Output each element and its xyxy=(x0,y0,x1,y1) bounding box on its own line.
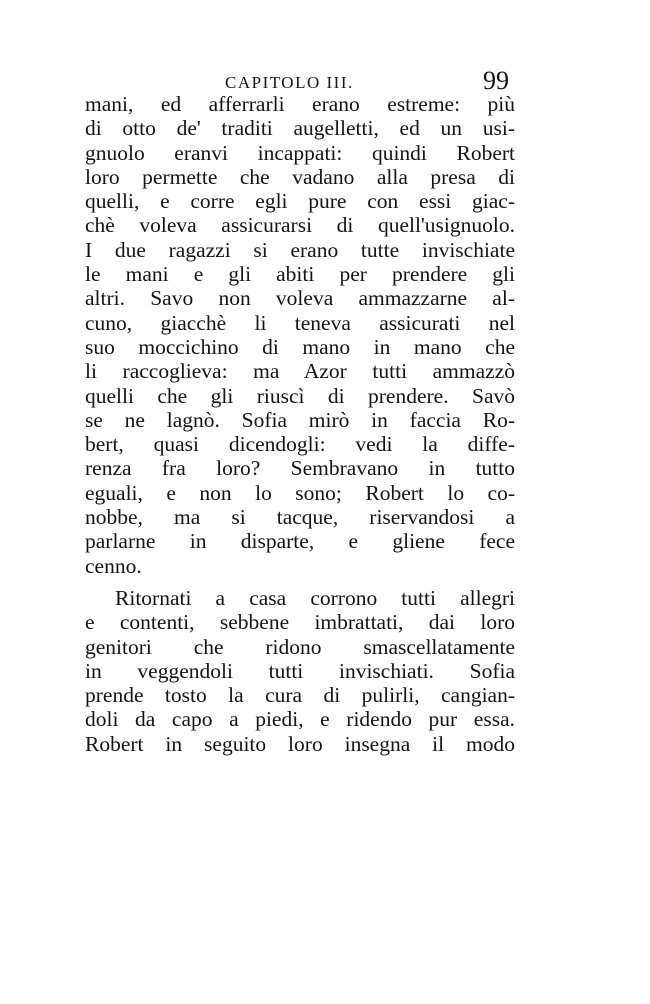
paragraph-gap xyxy=(85,578,515,586)
paragraph-1 xyxy=(85,92,515,578)
text-line: eguali, e non lo sono; Robert lo co- xyxy=(85,480,515,505)
text-line: cenno. xyxy=(85,553,142,578)
text-line: Robert in seguito loro insegna il modo xyxy=(85,731,515,756)
text-line: quelli, e corre egli pure con essi giac- xyxy=(85,189,515,214)
text-line: le mani e gli abiti per prendere gli xyxy=(85,262,515,287)
running-head: CAPITOLO III. xyxy=(225,73,354,92)
text-line: I due ragazzi si erano tutte invischiate xyxy=(85,237,515,262)
text-line: e contenti, sebbene imbrattati, dai loro xyxy=(85,610,515,635)
text-line: di otto de' traditi augelletti, ed un usi- xyxy=(85,116,515,141)
text-line: quelli che gli riuscì di prendere. Savò xyxy=(85,383,515,408)
text-line: se ne lagnò. Sofia mirò in faccia Ro- xyxy=(85,407,515,432)
text-line: altri. Savo non voleva ammazzarne al- xyxy=(85,286,515,311)
text-line: prende tosto la cura di pulirli, cangian- xyxy=(85,683,515,708)
page-number: 99 xyxy=(483,66,509,95)
text-line: doli da capo a piedi, e ridendo pur essa. xyxy=(85,707,515,732)
body-text xyxy=(85,92,515,756)
text-line: suo moccichino di mano in mano che xyxy=(85,334,515,359)
text-line: genitori che ridono smascellatamente xyxy=(85,634,515,659)
text-line: gnuolo eranvi incappati: quindi Robert xyxy=(85,140,515,165)
text-line: chè voleva assicurarsi di quell'usignuolo. xyxy=(85,213,515,238)
text-line: li raccoglieva: ma Azor tutti ammazzò xyxy=(85,359,515,384)
text-line: renza fra loro? Sembravano in tutto xyxy=(85,456,515,481)
text-line: parlarne in disparte, e gliene fece xyxy=(85,529,515,554)
text-line: Ritornati a casa corrono tutti allegri xyxy=(115,585,515,610)
text-line: bert, quasi dicendogli: vedi la diffe- xyxy=(85,432,515,457)
paragraph-2 xyxy=(85,586,515,756)
text-line: loro permette che vadano alla presa di xyxy=(85,164,515,189)
text-line: in veggendoli tutti invischiati. Sofia xyxy=(85,658,515,683)
text-line: mani, ed afferrarli erano estreme: più xyxy=(85,92,515,116)
text-line: cuno, giacchè li teneva assicurati nel xyxy=(85,310,515,335)
text-line: nobbe, ma si tacque, riservandosi a xyxy=(85,505,515,530)
